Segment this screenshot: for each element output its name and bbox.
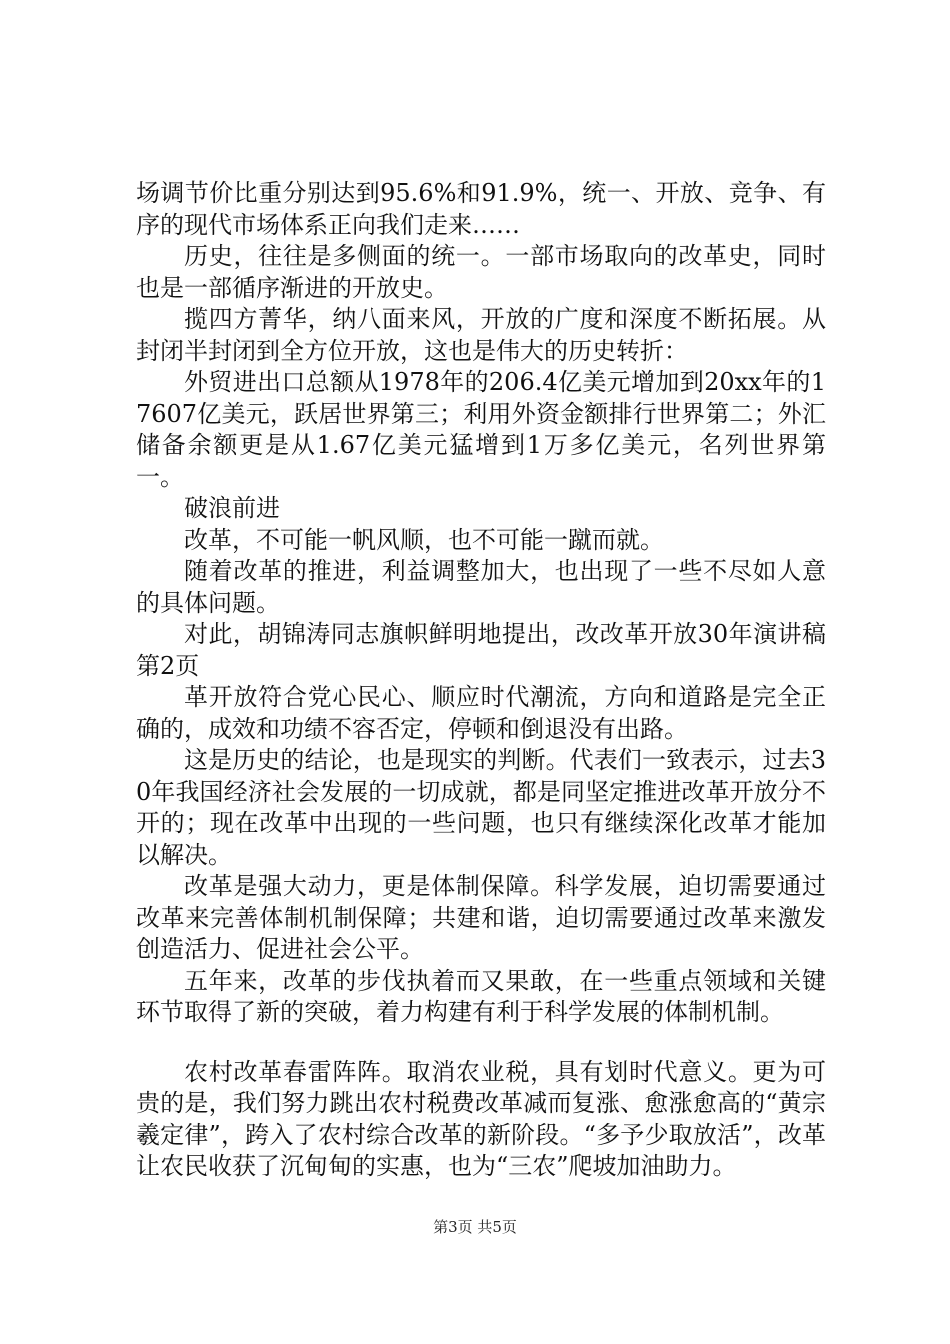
paragraph-2: 历史，往往是多侧面的统一。一部市场取向的改革史，同时也是一部循序渐进的开放史。 [136,242,826,302]
paragraph-7: 随着改革的推进，利益调整加大，也出现了一些不尽如人意的具体问题。 [136,557,826,617]
paragraph-11: 改革是强大动力，更是体制保障。科学发展，迫切需要通过改革来完善体制机制保障；共建和谐，迫切需要通过改革来激发创造活力、促进社会公平。 [136,872,826,963]
document-body [136,178,826,1183]
paragraph-10: 这是历史的结论，也是现实的判断。代表们一致表示，过去30年我国经济社会发展的一切成就，都是同坚定推进改革开放分不开的；现在改革中出现的一些问题，也只有继续深化改革才能加以解决。 [136,746,826,869]
paragraph-gap [136,1029,826,1057]
paragraph-12: 五年来，改革的步伐执着而又果敢，在一些重点领域和关键环节取得了新的突破，着力构建有利于科学发展的体制机制。 [136,966,826,1026]
paragraph-1: 场调节价比重分别达到95.6%和91.9%，统一、开放、竞争、有序的现代市场体系正向我们走来…… [136,179,826,239]
paragraph-13: 农村改革春雷阵阵。取消农业税，具有划时代意义。更为可贵的是，我们努力跳出农村税费改革减而复涨、愈涨愈高的“黄宗羲定律”，跨入了农村综合改革的新阶段。“多予少取放活”，改革让农民收获了沉甸甸的实惠，也为“三农”爬坡加油助力。 [136,1057,826,1180]
section-heading: 破浪前进 [184,494,280,522]
paragraph-8: 对此，胡锦涛同志旗帜鲜明地提出，改改革开放30年演讲稿第2页 [136,620,826,680]
page-footer: 第3页 共5页 [433,1218,517,1236]
paragraph-3: 揽四方菁华，纳八面来风，开放的广度和深度不断拓展。从封闭半封闭到全方位开放，这也是伟大的历史转折： [136,305,826,365]
paragraph-4: 外贸进出口总额从1978年的206.4亿美元增加到20xx年的17607亿美元，跃居世界第三；利用外资金额排行世界第二；外汇储备余额更是从1.67亿美元猛增到1万多亿美元，名列世界第一。 [136,368,826,491]
paragraph-9: 革开放符合党心民心、顺应时代潮流，方向和道路是完全正确的，成效和功绩不容否定，停顿和倒退没有出路。 [136,683,826,743]
paragraph-6: 改革，不可能一帆风顺，也不可能一蹴而就。 [184,525,664,554]
